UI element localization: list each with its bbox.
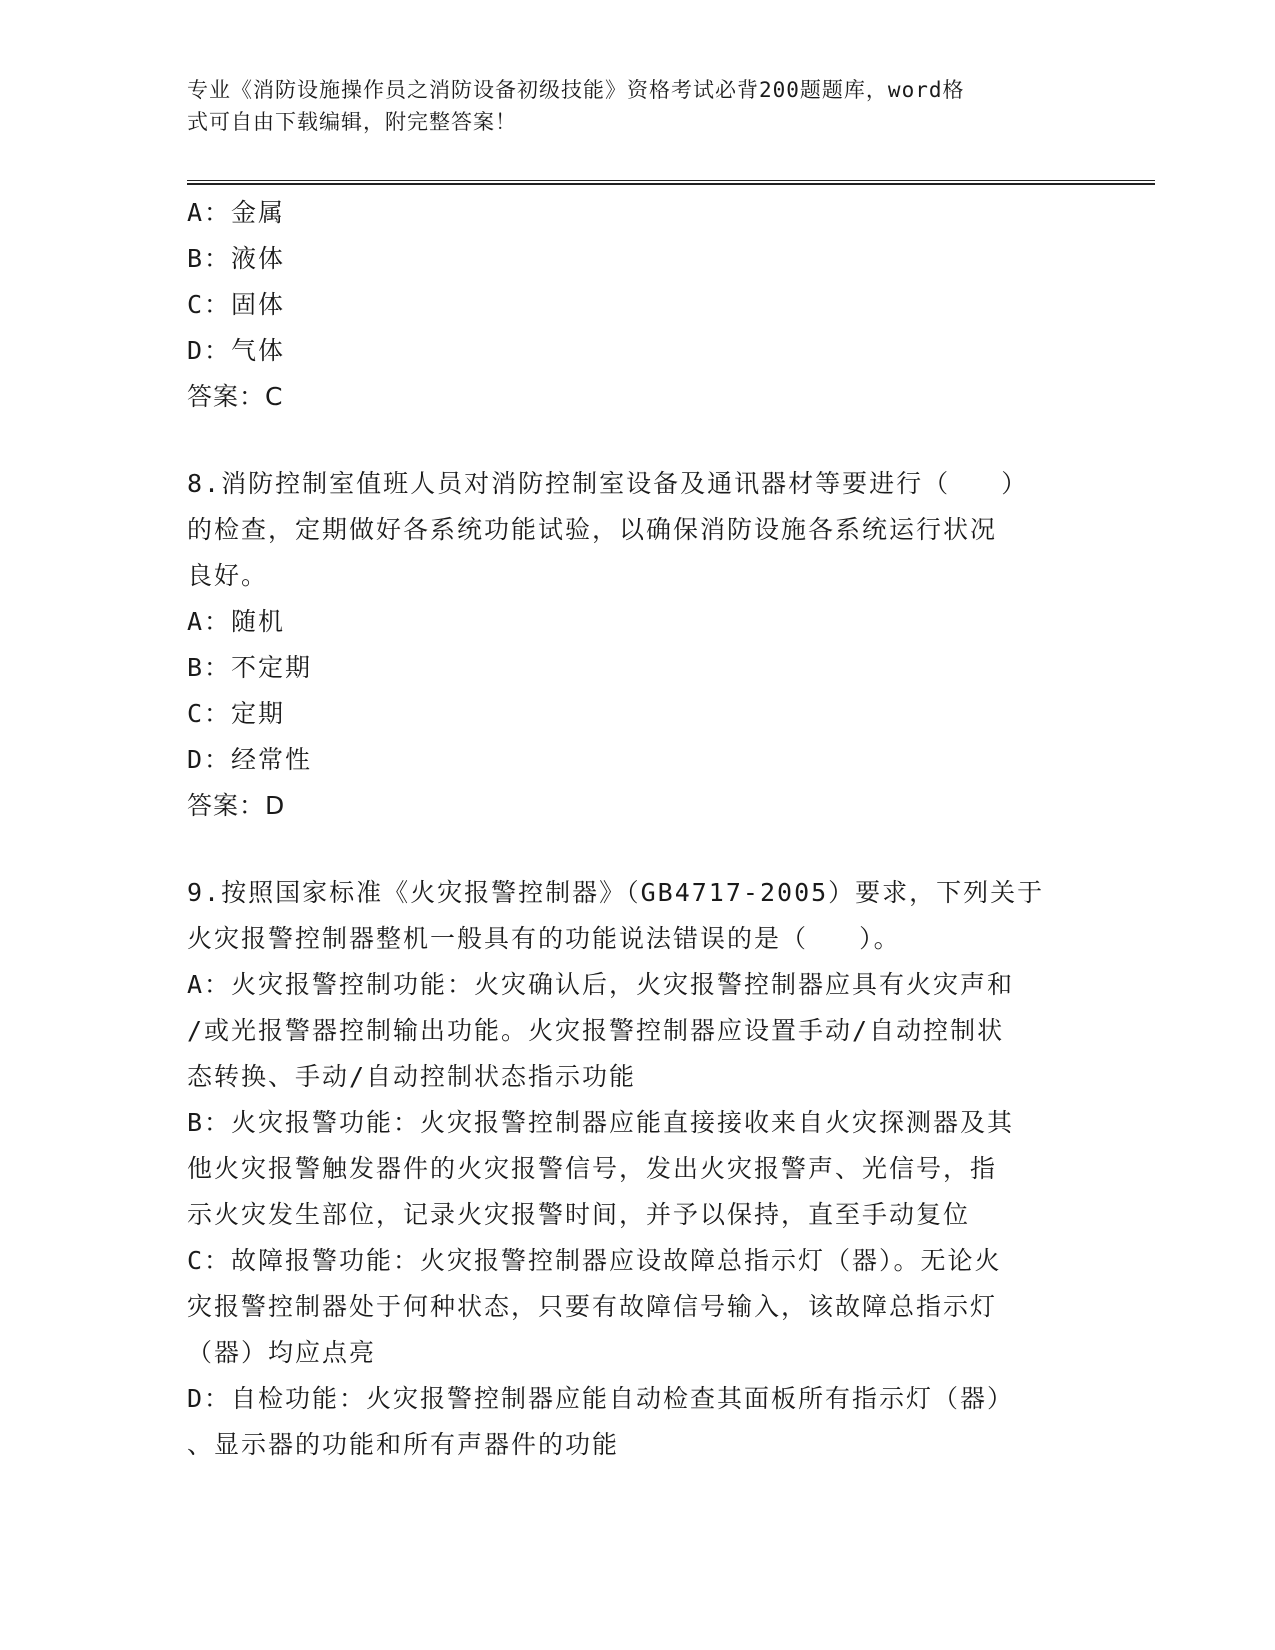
option-b: B：液体 bbox=[187, 244, 286, 273]
question-stem-line: 的检查，定期做好各系统功能试验，以确保消防设施各系统运行状况 bbox=[187, 515, 998, 544]
option-a-line: A：火灾报警控制功能：火灾确认后，火灾报警控制器应具有火灾声和 bbox=[187, 970, 1015, 999]
option-c-line: （器）均应点亮 bbox=[187, 1338, 377, 1367]
option-d-line: D：自检功能：火灾报警控制器应能自动检查其面板所有指示灯（器） bbox=[187, 1384, 1015, 1413]
option-a-line: 态转换、手动/自动控制状态指示功能 bbox=[187, 1062, 637, 1091]
option-d-line: 、显示器的功能和所有声器件的功能 bbox=[187, 1430, 620, 1459]
header-divider bbox=[187, 180, 1155, 185]
question-stem-line: 良好。 bbox=[187, 561, 269, 590]
option-a: A：随机 bbox=[187, 607, 286, 636]
question-9 bbox=[187, 870, 1087, 1468]
question-stem-line: 9.按照国家标准《火灾报警控制器》（GB4717-2005）要求，下列关于 bbox=[187, 878, 1045, 907]
option-b-line: B：火灾报警功能：火灾报警控制器应能直接接收来自火灾探测器及其 bbox=[187, 1108, 1015, 1137]
answer: 答案：C bbox=[187, 382, 284, 411]
document-header bbox=[187, 74, 1067, 138]
question-7 bbox=[187, 190, 1087, 420]
option-d: D：气体 bbox=[187, 336, 286, 365]
question-8 bbox=[187, 461, 1087, 829]
option-c-line: C：故障报警功能：火灾报警控制器应设故障总指示灯（器）。无论火 bbox=[187, 1246, 1002, 1275]
option-b-line: 示火灾发生部位，记录火灾报警时间，并予以保持，直至手动复位 bbox=[187, 1200, 971, 1229]
option-a-line: /或光报警器控制输出功能。火灾报警控制器应设置手动/自动控制状 bbox=[187, 1016, 1005, 1045]
question-content bbox=[187, 190, 1087, 1468]
answer: 答案：D bbox=[187, 791, 286, 820]
question-stem-line: 8.消防控制室值班人员对消防控制室设备及通讯器材等要进行（ ） bbox=[187, 469, 1029, 498]
question-stem-line: 火灾报警控制器整机一般具有的功能说法错误的是（ ）。 bbox=[187, 924, 901, 953]
option-c: C：定期 bbox=[187, 699, 286, 728]
option-c: C：固体 bbox=[187, 290, 286, 319]
option-c-line: 灾报警控制器处于何种状态，只要有故障信号输入，该故障总指示灯 bbox=[187, 1292, 998, 1321]
option-b-line: 他火灾报警触发器件的火灾报警信号，发出火灾报警声、光信号，指 bbox=[187, 1154, 998, 1183]
header-line-1: 专业《消防设施操作员之消防设备初级技能》资格考试必背200题题库，word格 bbox=[187, 78, 965, 102]
option-d: D：经常性 bbox=[187, 745, 313, 774]
header-line-2: 式可自由下载编辑，附完整答案！ bbox=[187, 110, 517, 134]
option-b: B：不定期 bbox=[187, 653, 313, 682]
option-a: A：金属 bbox=[187, 198, 286, 227]
